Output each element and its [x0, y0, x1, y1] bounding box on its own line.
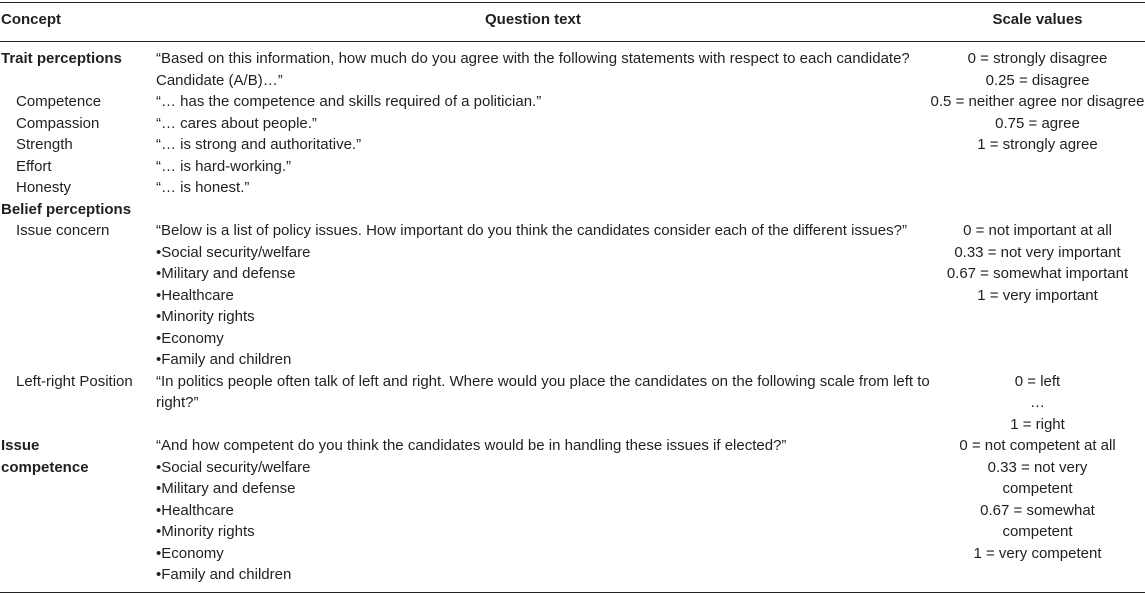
list-item: •Economy — [156, 329, 224, 347]
honesty-question: “… is honest.” — [156, 179, 250, 196]
scale-value: 1 = strongly agree — [977, 136, 1098, 153]
issue-competence-scale — [930, 435, 1145, 564]
concept-left-right-position: Left-right Position — [16, 372, 133, 390]
concept-issue-concern: Issue concern — [16, 222, 110, 239]
left-right-question — [156, 371, 930, 414]
scale-value: … — [1030, 394, 1045, 411]
concept-trait-perceptions: Trait perceptions — [1, 50, 122, 67]
list-item: •Social security/welfare — [156, 458, 311, 476]
concept-line: competence — [1, 458, 89, 476]
effort-question: “… is hard-working.” — [156, 157, 292, 175]
scale-value: 0 = left — [1014, 372, 1061, 390]
competence-question: “… has the competence and skills required of a politician.” — [156, 93, 542, 110]
concept-belief-perceptions: Belief perceptions — [1, 200, 132, 218]
issue-concern-question-line: “Below is a list of policy issues. How important do you think the candidates consider each of the different issues?” — [156, 222, 907, 239]
left-right-question-line: “In politics people often talk of left and right. Where would you place the candidates on the following scale from left to — [156, 372, 930, 390]
list-item: •Family and children — [156, 351, 292, 368]
scale-value: 0 = not competent at all — [959, 437, 1116, 454]
table-bottom-rule — [0, 592, 1145, 593]
scale-value: 0.33 = not very — [987, 458, 1088, 476]
trait-question-line: Candidate (A/B)…” — [156, 71, 283, 89]
list-item: •Minority rights — [156, 523, 255, 540]
list-item: •Healthcare — [156, 501, 234, 519]
scale-value: 1 = very competent — [973, 544, 1102, 562]
issue-competence-question-line: “And how competent do you think the candidates would be in handling these issues if elected?” — [156, 437, 787, 454]
issue-concern-scale — [930, 220, 1145, 306]
concept-issue-competence — [1, 435, 89, 478]
scale-value: 0.25 = disagree — [985, 71, 1090, 89]
scale-value: competent — [1002, 480, 1073, 497]
trait-question — [156, 48, 910, 91]
scale-value: competent — [1002, 523, 1073, 540]
concept-competence: Competence — [16, 93, 102, 110]
scale-value: 0.67 = somewhat — [980, 501, 1095, 519]
list-item: •Minority rights — [156, 308, 255, 325]
concept-compassion: Compassion — [16, 114, 100, 132]
trait-scale — [930, 48, 1145, 156]
list-item: •Military and defense — [156, 265, 296, 282]
scale-value: 0.5 = neither agree nor disagree — [930, 93, 1145, 110]
issue-competence-question — [156, 435, 786, 586]
header-question-text: Question text — [485, 11, 581, 28]
concept-strength: Strength — [16, 136, 73, 153]
compassion-question: “… cares about people.” — [156, 114, 317, 132]
list-item: •Healthcare — [156, 286, 234, 304]
trait-question-line: “Based on this information, how much do you agree with the following statements with respect to each candidate? — [156, 50, 910, 67]
list-item: •Family and children — [156, 566, 292, 583]
scale-value: 0 = strongly disagree — [967, 50, 1108, 67]
scale-value: 0.67 = somewhat important — [946, 265, 1129, 282]
scale-value: 0.33 = not very important — [954, 243, 1121, 261]
header-concept: Concept — [1, 11, 61, 28]
table-header-rule — [0, 41, 1145, 42]
header-scale-values: Scale values — [992, 11, 1083, 28]
concept-effort: Effort — [16, 157, 52, 175]
strength-question: “… is strong and authoritative.” — [156, 136, 362, 153]
list-item: •Social security/welfare — [156, 243, 311, 261]
scale-value: 1 = very important — [977, 286, 1098, 304]
left-right-scale — [930, 371, 1145, 436]
list-item: •Military and defense — [156, 480, 296, 497]
list-item: •Economy — [156, 544, 224, 562]
table-top-rule — [0, 2, 1145, 3]
scale-value: 0.75 = agree — [995, 114, 1080, 132]
scale-value: 1 = right — [1010, 415, 1065, 433]
left-right-question-line: right?” — [156, 394, 199, 411]
scale-value: 0 = not important at all — [963, 222, 1112, 239]
concept-honesty: Honesty — [16, 179, 72, 196]
issue-concern-question — [156, 220, 907, 371]
concept-line: Issue — [1, 437, 40, 454]
